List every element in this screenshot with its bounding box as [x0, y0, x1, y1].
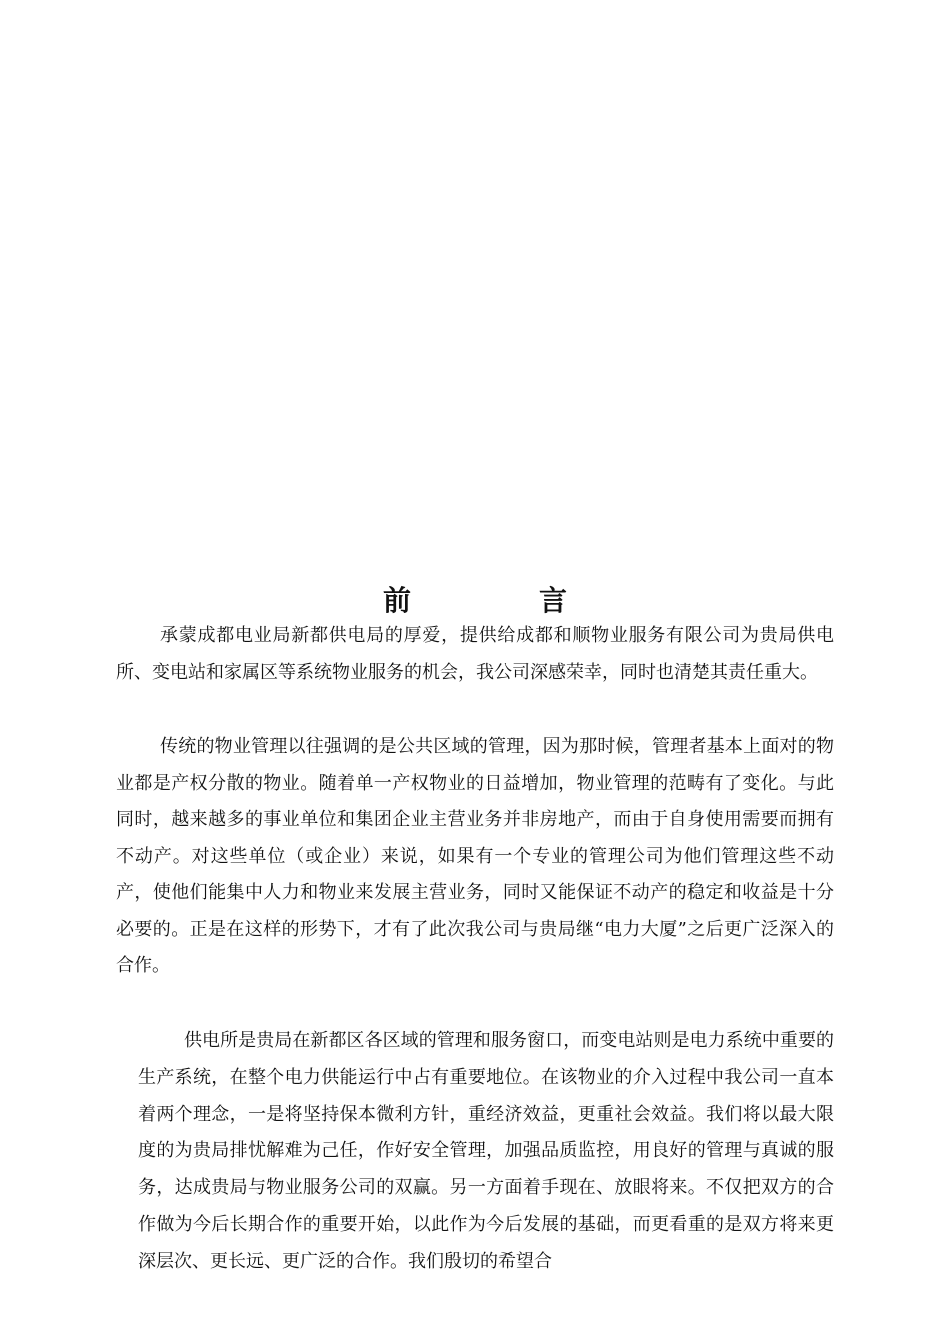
page-title: 前 言: [382, 583, 617, 617]
paragraph-power-supply: 供电所是贵局在新都区各区域的管理和服务窗口，而变电站则是电力系统中重要的生产系统，在整个电力供能运行中占有重要地位。在该物业的介入过程中我公司一直本着两个理念，一是将坚持保本微利方针，重经济效益，更重社会效益。我们将以最大限度的为贵局排忧解难为己任，作好安全管理，加强品质监控，用良好的管理与真诚的服务，达成贵局与物业服务公司的双赢。另一方面着手现在、放眼将来。不仅把双方的合作做为今后长期合作的重要开始，以此作为今后发展的基础，而更看重的是双方将来更深层次、更长远、更广泛的合作。我们殷切的希望合: [138, 1030, 834, 1272]
paragraph-intro: 承蒙成都电业局新都供电局的厚爱，提供给成都和顺物业服务有限公司为贵局供电所、变电站和家属区等系统物业服务的机会，我公司深感荣幸，同时也清楚其责任重大。: [116, 625, 834, 683]
paragraph-traditional-management: 传统的物业管理以往强调的是公共区域的管理，因为那时候，管理者基本上面对的物业都是产权分散的物业。随着单一产权物业的日益增加，物业管理的范畴有了变化。与此同时，越来越多的事业单位和集团企业主营业务并非房地产，而由于自身使用需要而拥有不动产。对这些单位（或企业）来说，如果有一个专业的管理公司为他们管理这些不动产，使他们能集中人力和物业来发展主营业务，同时又能保证不动产的稳定和收益是十分必要的。正是在这样的形势下，才有了此次我公司与贵局继“电力大厦”之后更广泛深入的合作。: [116, 736, 834, 976]
